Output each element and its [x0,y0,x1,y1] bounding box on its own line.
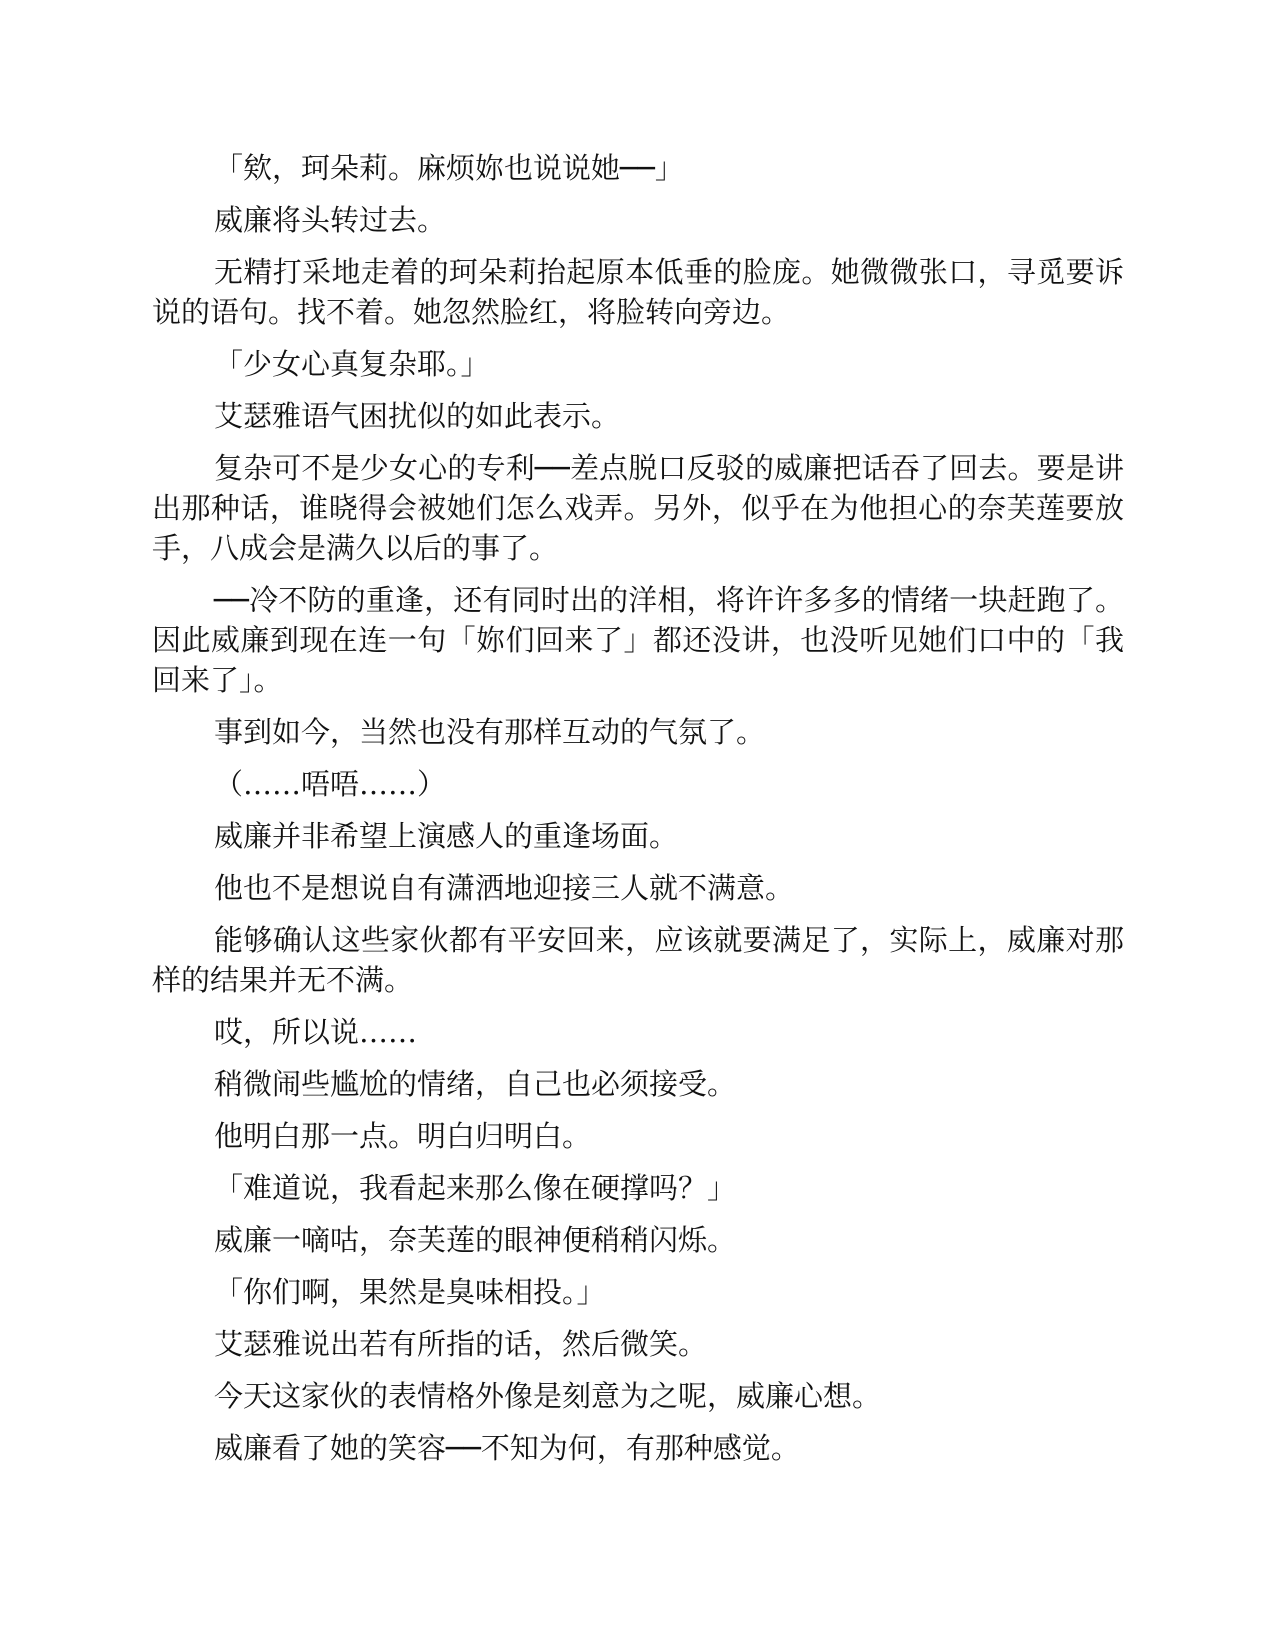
paragraph: 复杂可不是少女心的专利──差点脱口反驳的威廉把话吞了回去。要是讲出那种话，谁晓得会被她们怎么戏弄。另外，似乎在为他担心的奈芙莲要放手，八成会是满久以后的事了。 [152,451,1124,565]
paragraph: 「你们啊，果然是臭味相投。」 [214,1275,606,1309]
paragraph: 稍微闹些尴尬的情绪，自己也必须接受。 [214,1067,737,1101]
paragraph: 威廉将头转过去。 [214,203,447,237]
paragraph: 无精打采地走着的珂朵莉抬起原本低垂的脸庞。她微微张口，寻觅要诉说的语句。找不着。她忽然脸红，将脸转向旁边。 [152,255,1124,329]
paragraph: 艾瑟雅语气困扰似的如此表示。 [214,399,621,433]
paragraph: 「难道说，我看起来那么像在硬撑吗？」 [214,1171,737,1205]
paragraph: 事到如今，当然也没有那样互动的气氛了。 [214,715,766,749]
paragraph: 哎，所以说…… [214,1015,418,1049]
paragraph: 「欸，珂朵莉。麻烦妳也说说她──」 [214,151,684,185]
paragraph: 能够确认这些家伙都有平安回来，应该就要满足了，实际上，威廉对那样的结果并无不满。 [152,923,1124,997]
paragraph: 艾瑟雅说出若有所指的话，然后微笑。 [214,1327,708,1361]
document-body [152,148,1124,1480]
paragraph: （……唔唔……） [214,767,447,801]
paragraph: 他明白那一点。明白归明白。 [214,1119,592,1153]
paragraph: 今天这家伙的表情格外像是刻意为之呢，威廉心想。 [214,1379,882,1413]
paragraph: 「少女心真复杂耶。」 [214,347,490,381]
paragraph: 威廉一嘀咕，奈芙莲的眼神便稍稍闪烁。 [214,1223,737,1257]
paragraph: ──冷不防的重逢，还有同时出的洋相，将许许多多的情绪一块赶跑了。因此威廉到现在连一句「妳们回来了」都还没讲，也没听见她们口中的「我回来了」。 [152,583,1124,697]
paragraph: 威廉并非希望上演感人的重逢场面。 [214,819,679,853]
paragraph: 他也不是想说自有潇洒地迎接三人就不满意。 [214,871,795,905]
paragraph: 威廉看了她的笑容──不知为何，有那种感觉。 [214,1431,800,1465]
